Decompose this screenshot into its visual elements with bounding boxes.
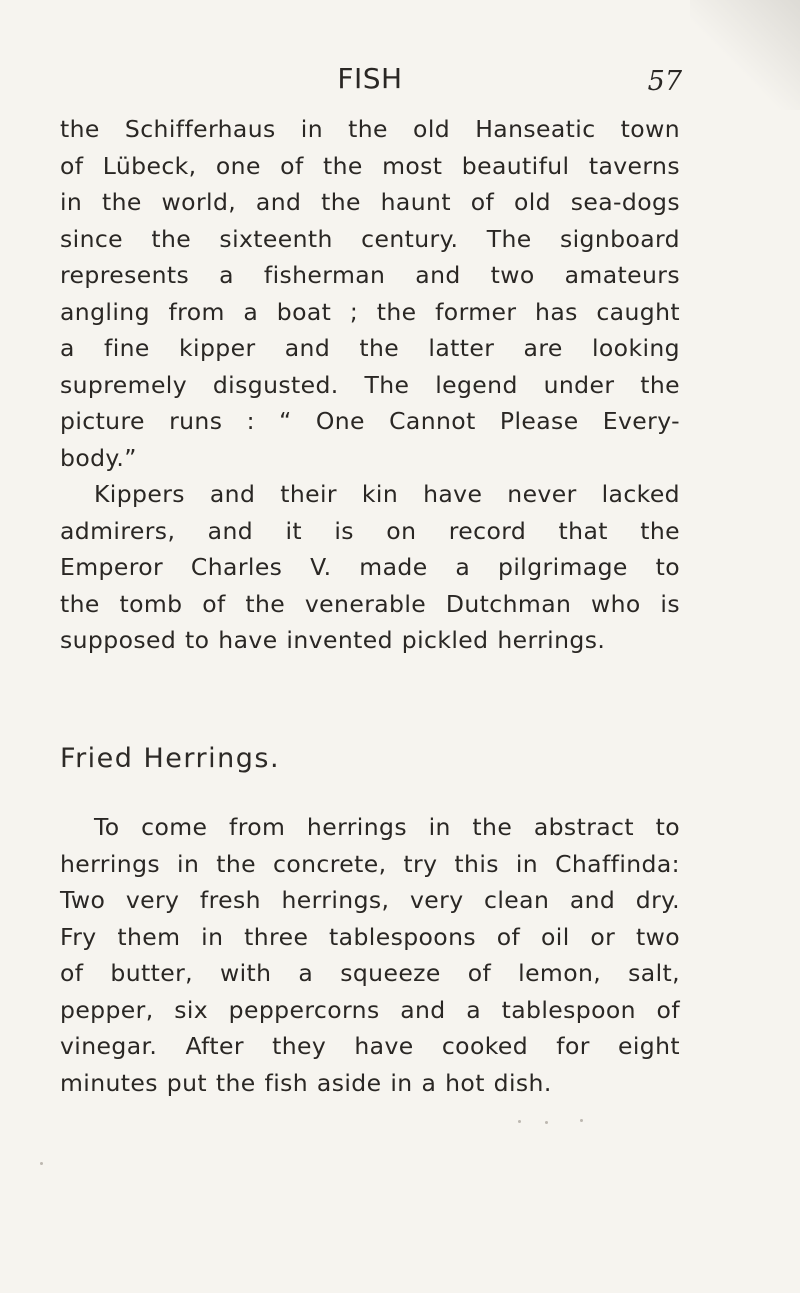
- running-head: [60, 58, 680, 98]
- text-line: the tomb of the venerable Dutchman who is: [60, 589, 680, 618]
- text-line: a fine kipper and the latter are looking: [60, 334, 680, 362]
- text-line: vinegar. After they have cooked for eight: [60, 1032, 680, 1060]
- section-heading: Fried Herrings.: [60, 743, 281, 774]
- text-line: represents a fisherman and two amateurs: [60, 261, 680, 289]
- paper-speck: [580, 1119, 583, 1122]
- text-line: Fry them in three tablespoons of oil or two: [60, 922, 680, 951]
- page-number: 57: [647, 66, 682, 97]
- paragraph-schifferhaus: [60, 111, 680, 476]
- text-line: of Lübeck, one of the most beautiful taverns: [60, 151, 680, 180]
- paper-speck: [40, 1162, 43, 1165]
- text-line: admirers, and it is on record that the: [60, 516, 680, 545]
- text-line: since the sixteenth century. The signboard: [60, 224, 680, 253]
- text-line: pepper, six peppercorns and a tablespoon of: [60, 995, 680, 1024]
- text-line: Two very fresh herrings, very clean and dry.: [60, 886, 680, 914]
- text-line: supposed to have invented pickled herrings.: [60, 626, 606, 654]
- text-line: the Schifferhaus in the old Hanseatic town: [60, 115, 680, 143]
- text-line: To come from herrings in the abstract to: [94, 813, 680, 841]
- text-line: Emperor Charles V. made a pilgrimage to: [60, 553, 680, 581]
- paper-speck: [518, 1120, 521, 1123]
- text-line: of butter, with a squeeze of lemon, salt,: [60, 959, 680, 987]
- text-line: in the world, and the haunt of old sea-dogs: [60, 188, 680, 216]
- chapter-title: FISH: [337, 62, 403, 95]
- text-line: supremely disgusted. The legend under the: [60, 370, 680, 399]
- page-corner-shadow: [690, 0, 800, 110]
- paragraph-fried-herrings: [60, 809, 680, 1101]
- text-line: angling from a boat ; the former has caught: [60, 297, 680, 326]
- text-line: herrings in the concrete, try this in Chaffinda:: [60, 849, 680, 878]
- text-line: picture runs : “ One Cannot Please Every-: [60, 407, 680, 435]
- text-line: minutes put the fish aside in a hot dish.: [60, 1068, 552, 1097]
- text-line: body.”: [60, 443, 137, 472]
- text-line: Kippers and their kin have never lacked: [94, 480, 680, 508]
- paragraph-kippers: [60, 476, 680, 659]
- paper-speck: [545, 1121, 548, 1124]
